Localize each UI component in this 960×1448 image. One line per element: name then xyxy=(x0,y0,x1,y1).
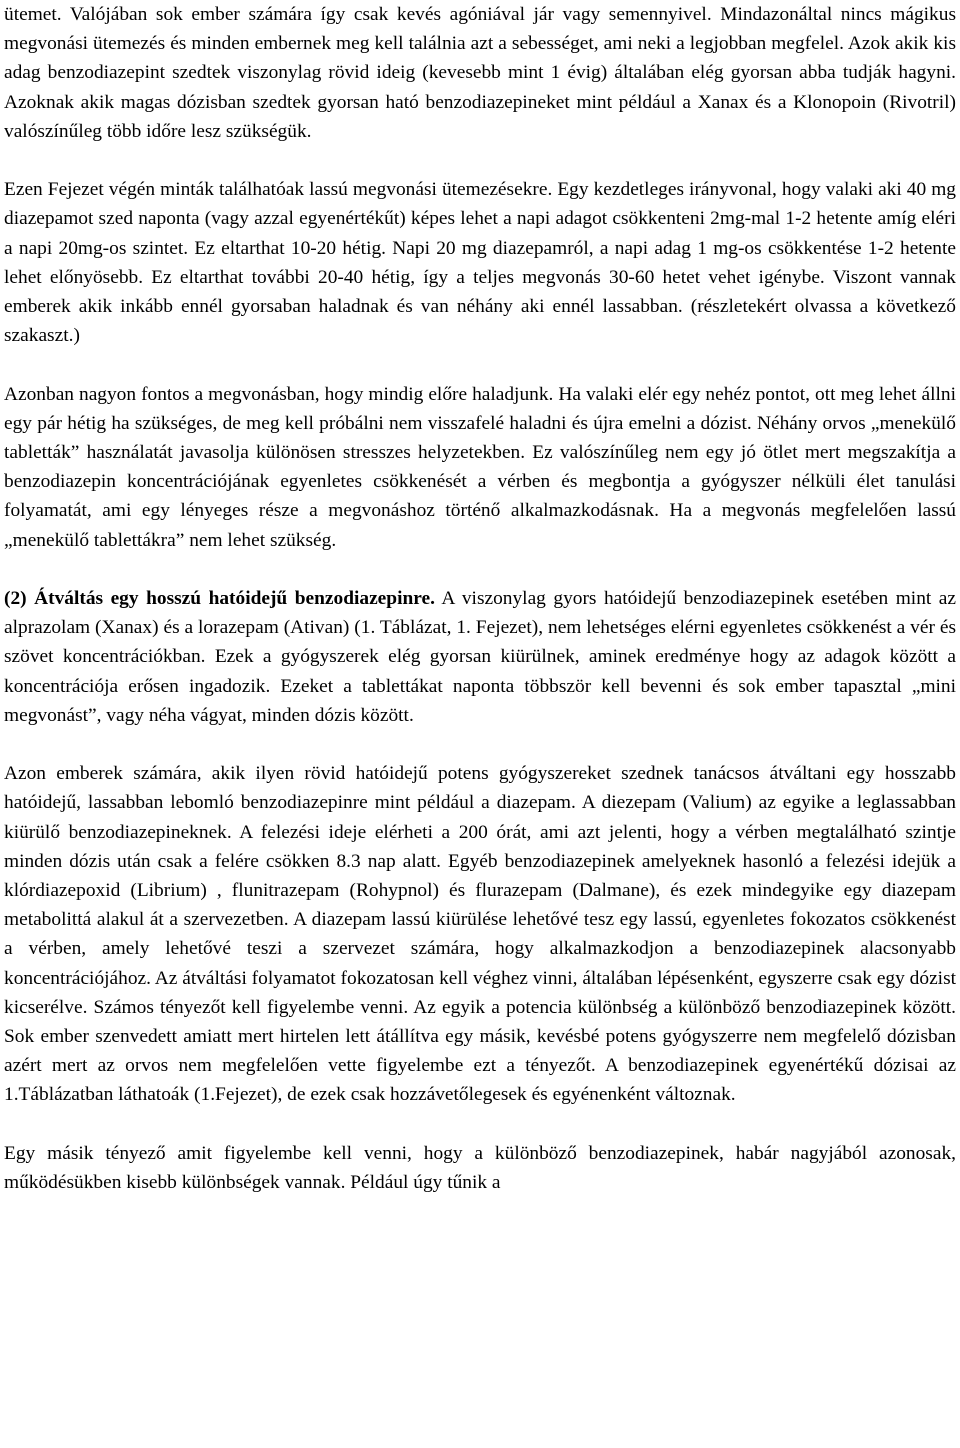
paragraph-moving-forward: Azonban nagyon fontos a megvonásban, hogy mindig előre haladjunk. Ha valaki elér egy nehéz pontot, ott meg lehet állni egy pár hétig ha szükséges, de meg kell próbálni nem visszafelé haladni és újra emelni a dózist. Néhány orvos „menekülő tabletták” használatát javasolja különösen stresszes helyzetekben. Ez valószínűleg nem egy jó ötlet mert megszakítja a benzodiazepin koncentrációjának egyenletes csökkenését a vérben és megbontja a gyógyszer nélküli élet tanulási folyamatát, ami egy lényeges része a megvonáshoz történő alkalmazkodásnak. Ha a megvonás megfelelően lassú „menekülő tablettákra” nem lehet szükség. xyxy=(4,383,956,551)
section-heading: (2) Átváltás egy hosszú hatóidejű benzodiazepinre. xyxy=(4,588,435,610)
paragraph-other-factor: Egy másik tényező amit figyelembe kell venni, hogy a különböző benzodiazepinek, habár nagyjából azonosak, működésükben kisebb különbségek vannak. Például úgy tűnik a xyxy=(4,1142,956,1194)
paragraph-switching-section xyxy=(4,584,956,730)
document-page xyxy=(4,0,956,1197)
paragraph-sample-schedules: Ezen Fejezet végén minták találhatóak lassú megvonási ütemezésekre. Egy kezdetleges irányvonal, hogy valaki aki 40 mg diazepamot szed naponta (vagy azzal egyenértékűt) képes lehet a napi adagot csökkenteni 2mg-mal 1-2 hetente amíg eléri a napi 20mg-os szintet. Ez eltarthat 10-20 hétig. Napi 20 mg diazepamról, a napi adag 1 mg-os csökkentése 1-2 hetente lehet előnyösebb. Ez eltarthat további 20-40 hétig, így a teljes megvonás 30-60 hetet vehet igénybe. Viszont vannak emberek akik inkább ennél gyorsaban haladnak és van néhány aki ennél lassabban. (részletekért olvassa a következő szakaszt.) xyxy=(4,179,956,347)
section-text: A viszonylag gyors hatóidejű benzodiazepinek esetében mint az alprazolam (Xanax) és a lorazepam (Ativan) (1. Táblázat, 1. Fejezet), nem lehetséges elérni egyenletes csökkenést a vér és szövet koncentrációkban. Ezek a gyógyszerek elég gyorsan kiürülnek, aminek eredménye hogy az adagok között a koncentrációja erősen ingadozik. Ezeket a tablettákat naponta többször kell bevenni és sok ember tapasztal „mini megvonást”, vagy néha vágyat, minden dózis között. xyxy=(4,588,957,726)
paragraph-diazepam: Azon emberek számára, akik ilyen rövid hatóidejű potens gyógyszereket szednek tanácsos átváltani egy hosszabb hatóidejű, lassabban lebomló benzodiazepinre mint például a diazepam. A diezepam (Valium) az egyike a leglassabban kiürülő benzodiazepineknek. A felezési ideje elérheti a 200 órát, ami azt jelenti, hogy a vérben megtalálható szintje minden dózis után csak a felére csökken 8.3 nap alatt. Egyéb benzodiazepinek amelyeknek hasonló a felezési idejük a klórdiazepoxid (Librium) , flunitrazepam (Rohypnol) és flurazepam (Dalmane), és ezek mindegyike egy diazepam metabolittá alakul át a szervezetben. A diazepam lassú kiürülése lehetővé tesz egy lassú, egyenletes fokozatos csökkenést a vérben, amely lehetővé teszi a szervezet számára, hogy alkalmazkodjon a benzodiazepinek alacsonyabb koncentrációjához. Az átváltási folyamatot fokozatosan kell véghez vinni, általában lépésenként, egyszerre csak egy dózist kicserélve. Számos tényezőt kell figyelembe venni. Az egyik a potencia különbség a különböző benzodiazepinek között. Sok ember szenvedett amiatt mert hirtelen lett átállítva egy másik, kevésbé potens gyógyszerre nem megfelelő dózisban azért mert az orvos nem megfelelően vette figyelembe ezt a tényezőt. A benzodiazepinek egyenértékű dózisai az 1.Táblázatban láthatoák (1.Fejezet), de ezek csak hozzávetőlegesek és egyénenként változnak. xyxy=(4,763,956,1106)
paragraph-withdrawal-speed: ütemet. Valójában sok ember számára így csak kevés agóniával jár vagy semennyivel. Mindazonáltal nincs mágikus megvonási ütemezés és minden embernek meg kell találnia azt a sebességet, ami neki a legjobban megfelel. Azok akik kis adag benzodiazepint szedtek viszonylag rövid ideig (kevesebb mint 1 évig) általában elég gyorsan abba tudják hagyni. Azoknak akik magas dózisban szedtek gyorsan ható benzodiazepineket mint például a Xanax és a Klonopoin (Rivotril) valószínűleg több időre lesz szükségük. xyxy=(4,4,956,142)
